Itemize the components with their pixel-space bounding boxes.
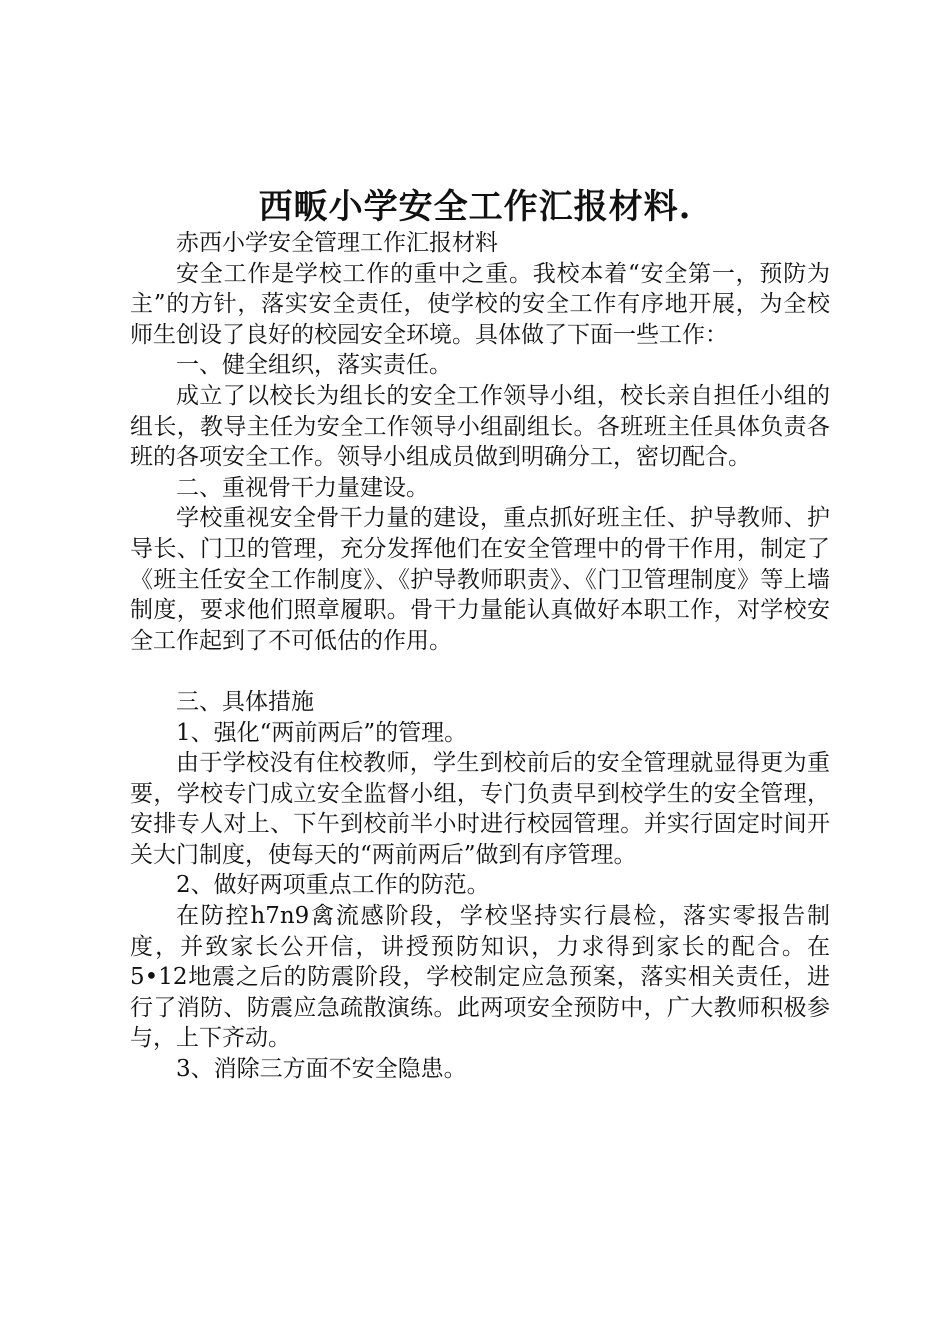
- section-heading-1: 一、健全组织，落实责任。: [176, 352, 452, 379]
- section-heading-2: 二、重视骨干力量建设。: [176, 474, 429, 501]
- document-title: 西畈小学安全工作汇报材料.: [258, 187, 692, 227]
- paragraph-subsection-2: 在防控h7n9禽流感阶段，学校坚持实行晨检，落实零报告制度，并致家长公开信，讲授预防知识，力求得到家长的配合。在5•12地震之后的防震阶段，学校制定应急预案，落实相关责任，进行了消防、防震应急疏散演练。此两项安全预防中，广大教师积极参与，上下齐动。: [130, 903, 830, 1052]
- paragraph-subsection-1: 由于学校没有住校教师，学生到校前后的安全管理就显得更为重要，学校专门成立安全监督小组，专门负责早到校学生的安全管理，安排专人对上、下午到校前半小时进行校园管理。并实行固定时间开关大门制度，使每天的“两前两后”做到有序管理。: [130, 750, 830, 868]
- paragraph-section-2: 学校重视安全骨干力量的建设，重点抓好班主任、护导教师、护导长、门卫的管理，充分发挥他们在安全管理中的骨干作用，制定了《班主任安全工作制度》、《护导教师职责》、《门卫管理制度》等上墙制度，要求他们照章履职。骨干力量能认真做好本职工作，对学校安全工作起到了不可低估的作用。: [130, 505, 830, 654]
- paragraph-intro: 安全工作是学校工作的重中之重。我校本着“安全第一，预防为主”的方针，落实安全责任，使学校的安全工作有序地开展，为全校师生创设了良好的校园安全环境。具体做了下面一些工作：: [130, 260, 830, 348]
- subsection-heading-2: 2、做好两项重点工作的防范。: [176, 872, 490, 899]
- section-heading-3: 三、具体措施: [176, 688, 314, 715]
- document-body: [130, 228, 830, 1085]
- paragraph-section-1: 成立了以校长为组长的安全工作领导小组，校长亲自担任小组的组长，教导主任为安全工作领导小组副组长。各班班主任具体负责各班的各项安全工作。领导小组成员做到明确分工，密切配合。: [130, 382, 830, 471]
- subsection-heading-1: 1、强化“两前两后”的管理。: [176, 719, 468, 746]
- paragraph-subtitle: 赤西小学安全管理工作汇报材料: [176, 230, 498, 256]
- subsection-heading-3: 3、消除三方面不安全隐患。: [176, 1056, 467, 1083]
